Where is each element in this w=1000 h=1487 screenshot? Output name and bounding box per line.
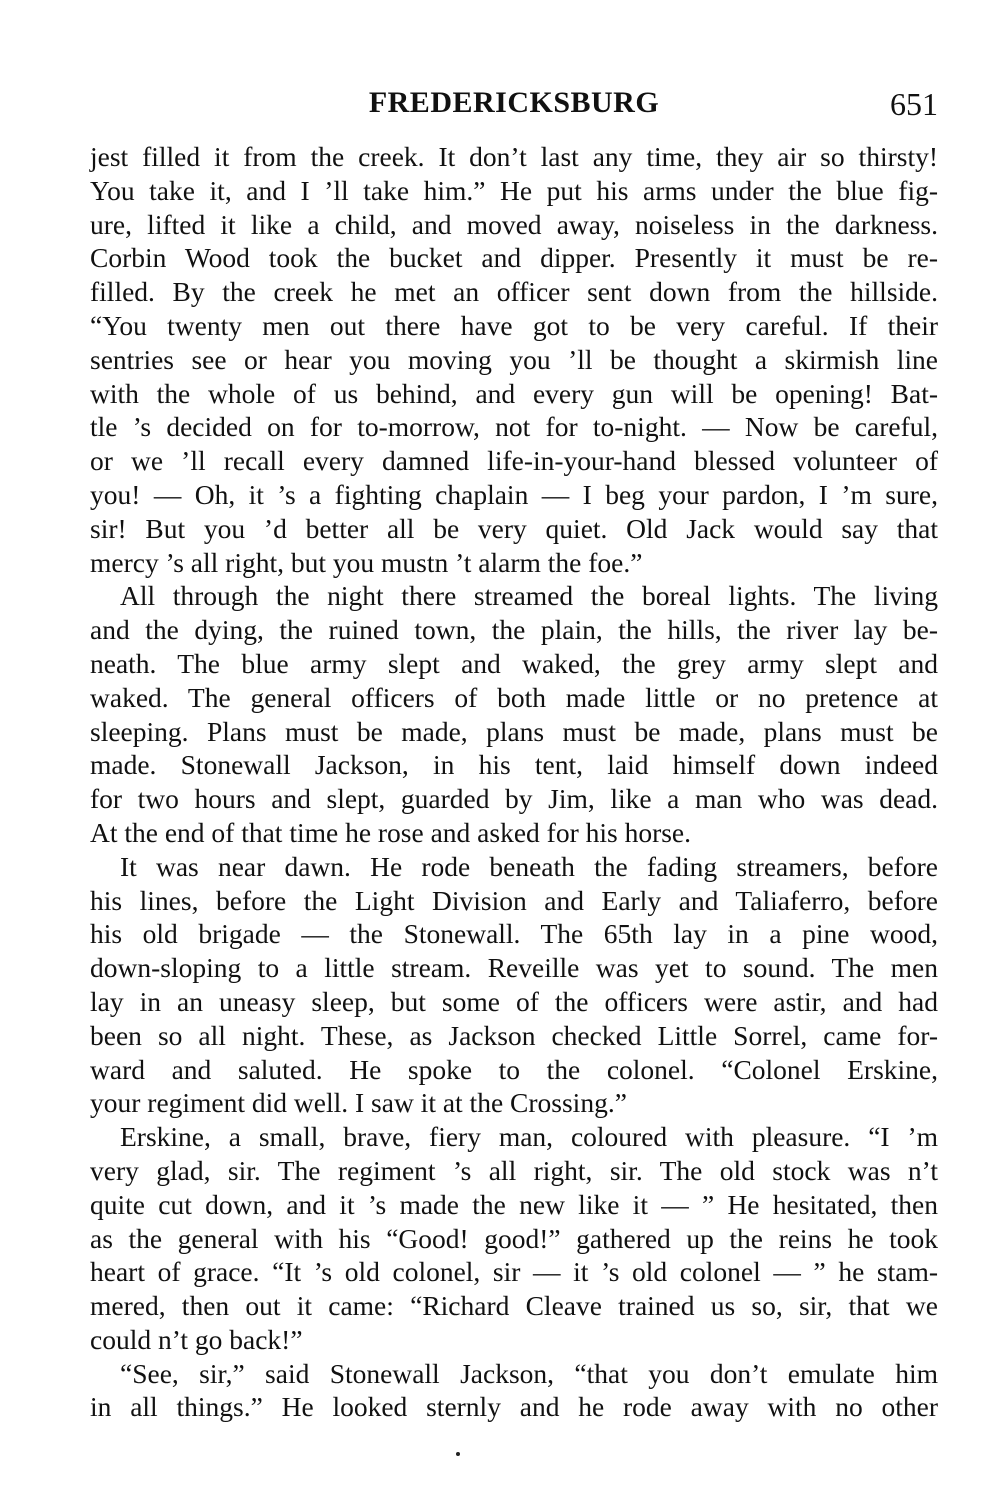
text-line: with the whole of us behind, and every gun will be opening! Bat- <box>90 377 938 409</box>
text-line: for two hours and slept, guarded by Jim, like a man who was dead. <box>90 783 938 815</box>
page-header <box>90 80 938 140</box>
text-line: At the end of that time he rose and asked for his horse. <box>90 816 692 848</box>
text-line: quite cut down, and it ’s made the new like it — ” He hesitated, then <box>90 1188 938 1220</box>
text-line: sir! But you ’d better all be very quiet. Old Jack would say that <box>90 512 938 544</box>
text-line: in all things.” He looked sternly and he rode away with no other <box>90 1391 938 1423</box>
running-head: FREDERICKSBURG <box>368 86 660 119</box>
text-line: Corbin Wood took the bucket and dipper. Presently it must be re- <box>90 242 938 274</box>
text-line: mercy ’s all right, but you mustn ’t alarm the foe.” <box>90 546 643 578</box>
text-line: you! — Oh, it ’s a fighting chaplain — I beg your pardon, I ’m sure, <box>90 478 938 510</box>
text-line: ure, lifted it like a child, and moved away, noiseless in the darkness. <box>90 208 938 240</box>
text-line: tle ’s decided on for to-morrow, not for to-night. — Now be careful, <box>90 411 938 443</box>
page-number: 651 <box>890 86 938 122</box>
text-line: his lines, before the Light Division and Early and Taliaferro, before <box>90 884 938 916</box>
text-line: heart of grace. “It ’s old colonel, sir — it ’s old colonel — ” he stam- <box>90 1256 938 1288</box>
text-line: ward and saluted. He spoke to the colonel. “Colonel Erskine, <box>90 1053 938 1085</box>
text-line: jest filled it from the creek. It don’t last any time, they air so thirsty! <box>90 141 938 172</box>
text-line: been so all night. These, as Jackson checked Little Sorrel, came for- <box>90 1019 938 1051</box>
book-page <box>90 80 938 1424</box>
text-line: “You twenty men out there have got to be very careful. If their <box>90 309 938 341</box>
text-line: waked. The general officers of both made little or no pretence at <box>90 681 938 713</box>
footer-dot <box>456 1452 460 1456</box>
text-line: It was near dawn. He rode beneath the fading streamers, before <box>120 850 938 882</box>
text-line: sentries see or hear you moving you ’ll be thought a skirmish line <box>90 343 938 375</box>
text-line: sleeping. Plans must be made, plans must be made, plans must be <box>90 715 938 747</box>
text-line: made. Stonewall Jackson, in his tent, laid himself down indeed <box>90 749 938 781</box>
text-line: lay in an uneasy sleep, but some of the officers were astir, and had <box>90 985 938 1017</box>
text-line: your regiment did well. I saw it at the Crossing.” <box>90 1087 627 1119</box>
text-line: You take it, and I ’ll take him.” He put his arms under the blue fig- <box>90 174 938 206</box>
text-line: filled. By the creek he met an officer sent down from the hillside. <box>90 276 938 308</box>
text-line: his old brigade — the Stonewall. The 65th lay in a pine wood, <box>90 918 938 950</box>
text-line: down-sloping to a little stream. Reveille was yet to sound. The men <box>90 952 938 984</box>
body-text <box>90 140 938 1424</box>
text-line: Erskine, a small, brave, fiery man, coloured with pleasure. “I ’m <box>120 1121 938 1153</box>
text-line: or we ’ll recall every damned life-in-your-hand blessed volunteer of <box>90 445 938 477</box>
text-line: “See, sir,” said Stonewall Jackson, “that you don’t emulate him <box>120 1357 938 1389</box>
text-line: All through the night there streamed the boreal lights. The living <box>120 580 938 612</box>
text-line: could n’t go back!” <box>90 1323 303 1355</box>
text-line: very glad, sir. The regiment ’s all right, sir. The old stock was n’t <box>90 1154 938 1186</box>
text-line: as the general with his “Good! good!” gathered up the reins he took <box>90 1222 938 1254</box>
text-line: and the dying, the ruined town, the plain, the hills, the river lay be- <box>90 614 938 646</box>
text-line: neath. The blue army slept and waked, the grey army slept and <box>90 647 938 679</box>
text-line: mered, then out it came: “Richard Cleave trained us so, sir, that we <box>90 1290 938 1322</box>
